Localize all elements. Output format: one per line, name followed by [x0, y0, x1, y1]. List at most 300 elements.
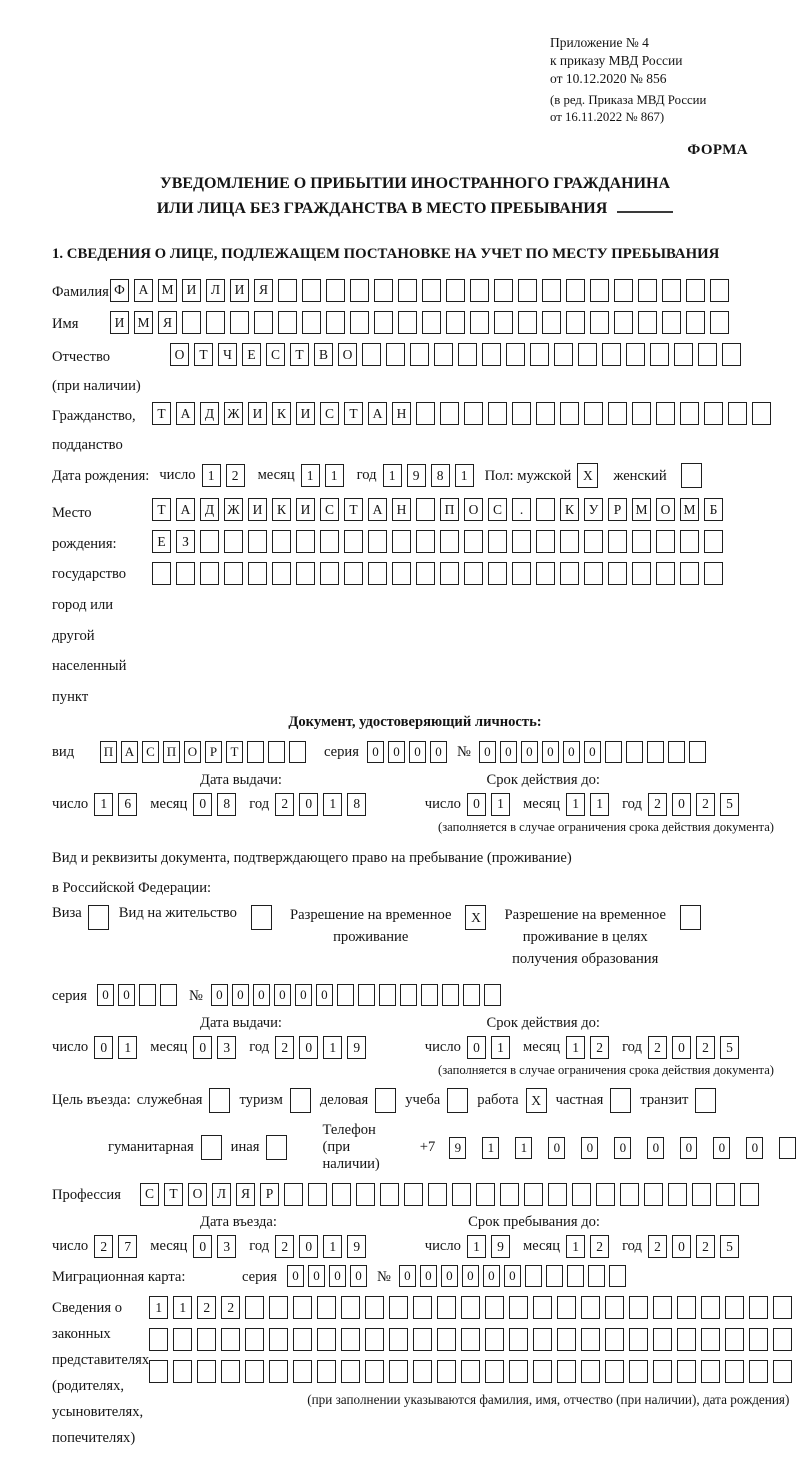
char-cell[interactable]: 6 — [118, 793, 137, 816]
char-cell[interactable] — [173, 1328, 192, 1351]
char-cell[interactable]: С — [140, 1183, 159, 1206]
char-cell[interactable] — [590, 279, 609, 302]
char-cell[interactable]: Д — [200, 498, 219, 521]
char-cell[interactable] — [533, 1328, 552, 1351]
char-cell[interactable]: 1 — [301, 464, 320, 487]
char-cell[interactable] — [512, 530, 531, 553]
char-cell[interactable]: 0 — [94, 1036, 113, 1059]
char-cell[interactable] — [566, 279, 585, 302]
char-cell[interactable]: А — [368, 402, 387, 425]
char-cell[interactable]: 2 — [696, 793, 715, 816]
char-cell[interactable]: 0 — [193, 1036, 212, 1059]
char-cell[interactable]: 1 — [515, 1137, 532, 1159]
char-cell[interactable]: М — [680, 498, 699, 521]
char-cell[interactable]: 0 — [581, 1137, 598, 1159]
char-cell[interactable] — [638, 311, 657, 334]
char-cell[interactable] — [413, 1296, 432, 1319]
char-cell[interactable] — [596, 1183, 615, 1206]
char-cell[interactable]: М — [158, 279, 177, 302]
char-cell[interactable] — [365, 1328, 384, 1351]
char-cell[interactable] — [710, 311, 729, 334]
char-cell[interactable]: 2 — [275, 793, 294, 816]
char-cell[interactable]: 0 — [647, 1137, 664, 1159]
char-cell[interactable]: 1 — [323, 1235, 342, 1258]
char-cell[interactable]: 1 — [202, 464, 221, 487]
char-cell[interactable]: 0 — [253, 984, 270, 1006]
purpose-option-work-checkbox[interactable]: X — [526, 1088, 547, 1113]
char-cell[interactable] — [302, 279, 321, 302]
char-cell[interactable]: О — [656, 498, 675, 521]
char-cell[interactable]: 0 — [329, 1265, 346, 1287]
char-cell[interactable]: 0 — [274, 984, 291, 1006]
char-cell[interactable]: С — [142, 741, 159, 763]
char-cell[interactable] — [692, 1183, 711, 1206]
char-cell[interactable] — [656, 402, 675, 425]
char-cell[interactable]: Т — [344, 402, 363, 425]
char-cell[interactable] — [350, 311, 369, 334]
char-cell[interactable]: А — [121, 741, 138, 763]
char-cell[interactable] — [224, 530, 243, 553]
char-cell[interactable] — [416, 498, 435, 521]
char-cell[interactable]: Р — [205, 741, 222, 763]
char-cell[interactable]: 5 — [720, 793, 739, 816]
char-cell[interactable] — [368, 562, 387, 585]
char-cell[interactable] — [326, 279, 345, 302]
char-cell[interactable] — [416, 530, 435, 553]
char-cell[interactable] — [470, 279, 489, 302]
char-cell[interactable] — [341, 1360, 360, 1383]
char-cell[interactable]: О — [338, 343, 357, 366]
char-cell[interactable]: Н — [392, 402, 411, 425]
char-cell[interactable] — [320, 530, 339, 553]
char-cell[interactable]: 0 — [299, 1036, 318, 1059]
char-cell[interactable] — [320, 562, 339, 585]
char-cell[interactable]: 1 — [94, 793, 113, 816]
char-cell[interactable] — [605, 1360, 624, 1383]
char-cell[interactable]: У — [584, 498, 603, 521]
char-cell[interactable] — [605, 741, 622, 763]
char-cell[interactable]: 0 — [563, 741, 580, 763]
char-cell[interactable]: 0 — [350, 1265, 367, 1287]
char-cell[interactable] — [416, 562, 435, 585]
char-cell[interactable] — [413, 1360, 432, 1383]
char-cell[interactable] — [464, 530, 483, 553]
char-cell[interactable]: 2 — [696, 1235, 715, 1258]
char-cell[interactable] — [584, 402, 603, 425]
char-cell[interactable]: 0 — [521, 741, 538, 763]
char-cell[interactable]: 9 — [347, 1036, 366, 1059]
char-cell[interactable] — [458, 343, 477, 366]
char-cell[interactable]: И — [248, 402, 267, 425]
char-cell[interactable] — [686, 279, 705, 302]
char-cell[interactable] — [269, 1328, 288, 1351]
char-cell[interactable] — [463, 984, 480, 1006]
char-cell[interactable]: И — [296, 402, 315, 425]
char-cell[interactable] — [560, 562, 579, 585]
char-cell[interactable] — [440, 530, 459, 553]
char-cell[interactable] — [725, 1296, 744, 1319]
char-cell[interactable] — [701, 1360, 720, 1383]
char-cell[interactable] — [269, 1360, 288, 1383]
char-cell[interactable]: 1 — [323, 793, 342, 816]
char-cell[interactable]: В — [314, 343, 333, 366]
char-cell[interactable] — [525, 1265, 542, 1287]
char-cell[interactable] — [494, 279, 513, 302]
char-cell[interactable] — [308, 1183, 327, 1206]
char-cell[interactable] — [548, 1183, 567, 1206]
char-cell[interactable] — [698, 343, 717, 366]
char-cell[interactable] — [326, 311, 345, 334]
char-cell[interactable] — [704, 402, 723, 425]
char-cell[interactable] — [614, 311, 633, 334]
char-cell[interactable] — [536, 530, 555, 553]
char-cell[interactable] — [452, 1183, 471, 1206]
char-cell[interactable] — [609, 1265, 626, 1287]
char-cell[interactable] — [632, 562, 651, 585]
char-cell[interactable]: 1 — [467, 1235, 486, 1258]
char-cell[interactable]: Д — [200, 402, 219, 425]
char-cell[interactable] — [590, 311, 609, 334]
char-cell[interactable] — [464, 562, 483, 585]
char-cell[interactable]: Т — [152, 498, 171, 521]
char-cell[interactable] — [461, 1296, 480, 1319]
char-cell[interactable] — [149, 1360, 168, 1383]
char-cell[interactable] — [704, 530, 723, 553]
char-cell[interactable] — [557, 1296, 576, 1319]
char-cell[interactable] — [317, 1328, 336, 1351]
char-cell[interactable] — [725, 1360, 744, 1383]
char-cell[interactable] — [677, 1328, 696, 1351]
char-cell[interactable]: Ж — [224, 498, 243, 521]
char-cell[interactable]: 5 — [720, 1235, 739, 1258]
char-cell[interactable] — [629, 1296, 648, 1319]
char-cell[interactable]: О — [188, 1183, 207, 1206]
char-cell[interactable]: 2 — [275, 1235, 294, 1258]
char-cell[interactable] — [139, 984, 156, 1006]
char-cell[interactable] — [566, 311, 585, 334]
char-cell[interactable] — [365, 1360, 384, 1383]
char-cell[interactable] — [662, 311, 681, 334]
char-cell[interactable]: 1 — [491, 1036, 510, 1059]
purpose-option-tourism-checkbox[interactable] — [290, 1088, 311, 1113]
char-cell[interactable]: 9 — [491, 1235, 510, 1258]
char-cell[interactable]: 1 — [455, 464, 474, 487]
char-cell[interactable] — [509, 1360, 528, 1383]
char-cell[interactable] — [358, 984, 375, 1006]
char-cell[interactable] — [296, 530, 315, 553]
char-cell[interactable] — [605, 1296, 624, 1319]
char-cell[interactable] — [461, 1328, 480, 1351]
char-cell[interactable] — [437, 1360, 456, 1383]
char-cell[interactable]: Л — [212, 1183, 231, 1206]
char-cell[interactable] — [701, 1296, 720, 1319]
char-cell[interactable]: 1 — [173, 1296, 192, 1319]
char-cell[interactable]: П — [100, 741, 117, 763]
char-cell[interactable]: 0 — [483, 1265, 500, 1287]
char-cell[interactable]: 0 — [680, 1137, 697, 1159]
char-cell[interactable] — [440, 402, 459, 425]
char-cell[interactable]: Т — [226, 741, 243, 763]
char-cell[interactable] — [689, 741, 706, 763]
char-cell[interactable] — [337, 984, 354, 1006]
temp-residence-checkbox[interactable]: X — [465, 905, 486, 930]
char-cell[interactable] — [773, 1328, 792, 1351]
visa-checkbox[interactable] — [88, 905, 109, 930]
char-cell[interactable]: 3 — [217, 1036, 236, 1059]
char-cell[interactable] — [482, 343, 501, 366]
char-cell[interactable] — [680, 562, 699, 585]
char-cell[interactable] — [197, 1360, 216, 1383]
char-cell[interactable]: 0 — [316, 984, 333, 1006]
char-cell[interactable]: 0 — [467, 1036, 486, 1059]
char-cell[interactable] — [293, 1296, 312, 1319]
char-cell[interactable] — [533, 1296, 552, 1319]
char-cell[interactable]: 1 — [590, 793, 609, 816]
char-cell[interactable] — [488, 402, 507, 425]
char-cell[interactable]: Т — [194, 343, 213, 366]
char-cell[interactable] — [221, 1328, 240, 1351]
char-cell[interactable]: 1 — [566, 793, 585, 816]
char-cell[interactable] — [512, 402, 531, 425]
char-cell[interactable]: 0 — [542, 741, 559, 763]
char-cell[interactable]: 0 — [299, 793, 318, 816]
char-cell[interactable]: 0 — [672, 1036, 691, 1059]
char-cell[interactable] — [581, 1328, 600, 1351]
char-cell[interactable] — [602, 343, 621, 366]
char-cell[interactable]: Т — [344, 498, 363, 521]
char-cell[interactable]: 1 — [149, 1296, 168, 1319]
char-cell[interactable] — [248, 562, 267, 585]
char-cell[interactable]: Т — [164, 1183, 183, 1206]
char-cell[interactable]: 0 — [295, 984, 312, 1006]
char-cell[interactable] — [710, 279, 729, 302]
char-cell[interactable]: 5 — [720, 1036, 739, 1059]
purpose-option-other-checkbox[interactable] — [266, 1135, 287, 1160]
char-cell[interactable]: Н — [392, 498, 411, 521]
char-cell[interactable] — [200, 562, 219, 585]
char-cell[interactable]: 0 — [441, 1265, 458, 1287]
char-cell[interactable] — [293, 1328, 312, 1351]
char-cell[interactable] — [389, 1360, 408, 1383]
purpose-option-study-checkbox[interactable] — [447, 1088, 468, 1113]
char-cell[interactable] — [701, 1328, 720, 1351]
char-cell[interactable]: 8 — [431, 464, 450, 487]
char-cell[interactable] — [398, 311, 417, 334]
char-cell[interactable] — [644, 1183, 663, 1206]
char-cell[interactable] — [680, 530, 699, 553]
char-cell[interactable] — [389, 1328, 408, 1351]
char-cell[interactable]: 2 — [648, 793, 667, 816]
char-cell[interactable] — [581, 1296, 600, 1319]
char-cell[interactable] — [620, 1183, 639, 1206]
char-cell[interactable] — [752, 402, 771, 425]
residence-permit-checkbox[interactable] — [251, 905, 272, 930]
char-cell[interactable]: 0 — [462, 1265, 479, 1287]
char-cell[interactable]: П — [163, 741, 180, 763]
char-cell[interactable] — [317, 1360, 336, 1383]
char-cell[interactable]: 8 — [217, 793, 236, 816]
char-cell[interactable]: 3 — [217, 1235, 236, 1258]
char-cell[interactable] — [605, 1328, 624, 1351]
char-cell[interactable] — [470, 311, 489, 334]
char-cell[interactable]: М — [632, 498, 651, 521]
char-cell[interactable] — [668, 741, 685, 763]
char-cell[interactable] — [248, 530, 267, 553]
char-cell[interactable]: К — [560, 498, 579, 521]
char-cell[interactable] — [392, 530, 411, 553]
char-cell[interactable]: П — [440, 498, 459, 521]
char-cell[interactable] — [662, 279, 681, 302]
char-cell[interactable]: 1 — [566, 1036, 585, 1059]
char-cell[interactable]: Т — [290, 343, 309, 366]
char-cell[interactable] — [173, 1360, 192, 1383]
char-cell[interactable] — [560, 530, 579, 553]
char-cell[interactable]: Т — [152, 402, 171, 425]
char-cell[interactable] — [442, 984, 459, 1006]
char-cell[interactable] — [584, 562, 603, 585]
char-cell[interactable] — [542, 311, 561, 334]
char-cell[interactable] — [245, 1296, 264, 1319]
char-cell[interactable] — [254, 311, 273, 334]
char-cell[interactable] — [677, 1296, 696, 1319]
char-cell[interactable]: 2 — [696, 1036, 715, 1059]
char-cell[interactable] — [221, 1360, 240, 1383]
char-cell[interactable] — [379, 984, 396, 1006]
char-cell[interactable] — [464, 402, 483, 425]
char-cell[interactable]: 0 — [118, 984, 135, 1006]
char-cell[interactable] — [269, 1296, 288, 1319]
char-cell[interactable]: 9 — [449, 1137, 466, 1159]
char-cell[interactable] — [494, 311, 513, 334]
char-cell[interactable] — [536, 498, 555, 521]
char-cell[interactable] — [149, 1328, 168, 1351]
char-cell[interactable]: 2 — [275, 1036, 294, 1059]
char-cell[interactable]: 0 — [193, 1235, 212, 1258]
char-cell[interactable]: 0 — [713, 1137, 730, 1159]
char-cell[interactable] — [740, 1183, 759, 1206]
char-cell[interactable] — [247, 741, 264, 763]
char-cell[interactable] — [182, 311, 201, 334]
char-cell[interactable] — [437, 1296, 456, 1319]
char-cell[interactable] — [160, 984, 177, 1006]
char-cell[interactable] — [557, 1328, 576, 1351]
char-cell[interactable] — [542, 279, 561, 302]
char-cell[interactable]: Ж — [224, 402, 243, 425]
char-cell[interactable] — [560, 402, 579, 425]
char-cell[interactable] — [272, 562, 291, 585]
char-cell[interactable]: 0 — [672, 1235, 691, 1258]
char-cell[interactable]: 0 — [479, 741, 496, 763]
char-cell[interactable] — [389, 1296, 408, 1319]
char-cell[interactable]: Ф — [110, 279, 129, 302]
char-cell[interactable] — [278, 279, 297, 302]
char-cell[interactable] — [485, 1296, 504, 1319]
char-cell[interactable] — [518, 279, 537, 302]
char-cell[interactable] — [567, 1265, 584, 1287]
char-cell[interactable] — [428, 1183, 447, 1206]
char-cell[interactable] — [356, 1183, 375, 1206]
char-cell[interactable] — [614, 279, 633, 302]
char-cell[interactable] — [653, 1296, 672, 1319]
char-cell[interactable]: Б — [704, 498, 723, 521]
char-cell[interactable] — [176, 562, 195, 585]
char-cell[interactable] — [344, 530, 363, 553]
char-cell[interactable]: 0 — [467, 793, 486, 816]
char-cell[interactable] — [413, 1328, 432, 1351]
char-cell[interactable]: С — [320, 402, 339, 425]
char-cell[interactable] — [506, 343, 525, 366]
char-cell[interactable] — [608, 402, 627, 425]
char-cell[interactable]: 2 — [590, 1036, 609, 1059]
char-cell[interactable] — [488, 530, 507, 553]
char-cell[interactable]: 1 — [118, 1036, 137, 1059]
purpose-option-official-checkbox[interactable] — [209, 1088, 230, 1113]
char-cell[interactable]: 0 — [500, 741, 517, 763]
char-cell[interactable]: 2 — [648, 1235, 667, 1258]
char-cell[interactable]: 0 — [746, 1137, 763, 1159]
char-cell[interactable] — [392, 562, 411, 585]
char-cell[interactable] — [404, 1183, 423, 1206]
char-cell[interactable]: 2 — [226, 464, 245, 487]
char-cell[interactable] — [629, 1328, 648, 1351]
char-cell[interactable] — [485, 1328, 504, 1351]
char-cell[interactable]: 0 — [399, 1265, 416, 1287]
char-cell[interactable]: 0 — [430, 741, 447, 763]
purpose-option-humanitarian-checkbox[interactable] — [201, 1135, 222, 1160]
char-cell[interactable] — [484, 984, 501, 1006]
char-cell[interactable]: 0 — [409, 741, 426, 763]
char-cell[interactable] — [200, 530, 219, 553]
char-cell[interactable]: . — [512, 498, 531, 521]
char-cell[interactable] — [434, 343, 453, 366]
char-cell[interactable]: С — [488, 498, 507, 521]
char-cell[interactable] — [278, 311, 297, 334]
char-cell[interactable] — [749, 1296, 768, 1319]
char-cell[interactable] — [344, 562, 363, 585]
char-cell[interactable] — [245, 1360, 264, 1383]
char-cell[interactable]: 8 — [347, 793, 366, 816]
char-cell[interactable]: И — [182, 279, 201, 302]
char-cell[interactable] — [749, 1328, 768, 1351]
char-cell[interactable] — [368, 530, 387, 553]
char-cell[interactable]: К — [272, 402, 291, 425]
char-cell[interactable] — [512, 562, 531, 585]
char-cell[interactable]: 2 — [590, 1235, 609, 1258]
char-cell[interactable]: А — [134, 279, 153, 302]
char-cell[interactable]: Ч — [218, 343, 237, 366]
char-cell[interactable] — [476, 1183, 495, 1206]
char-cell[interactable]: Р — [608, 498, 627, 521]
char-cell[interactable]: 9 — [347, 1235, 366, 1258]
char-cell[interactable] — [284, 1183, 303, 1206]
char-cell[interactable]: 2 — [221, 1296, 240, 1319]
char-cell[interactable] — [398, 279, 417, 302]
char-cell[interactable]: 0 — [193, 793, 212, 816]
char-cell[interactable] — [680, 402, 699, 425]
char-cell[interactable] — [557, 1360, 576, 1383]
char-cell[interactable] — [554, 343, 573, 366]
char-cell[interactable] — [581, 1360, 600, 1383]
char-cell[interactable] — [152, 562, 171, 585]
char-cell[interactable] — [626, 343, 645, 366]
char-cell[interactable]: С — [266, 343, 285, 366]
char-cell[interactable] — [374, 311, 393, 334]
char-cell[interactable] — [509, 1296, 528, 1319]
char-cell[interactable] — [572, 1183, 591, 1206]
char-cell[interactable]: 0 — [548, 1137, 565, 1159]
char-cell[interactable] — [374, 279, 393, 302]
char-cell[interactable] — [437, 1328, 456, 1351]
